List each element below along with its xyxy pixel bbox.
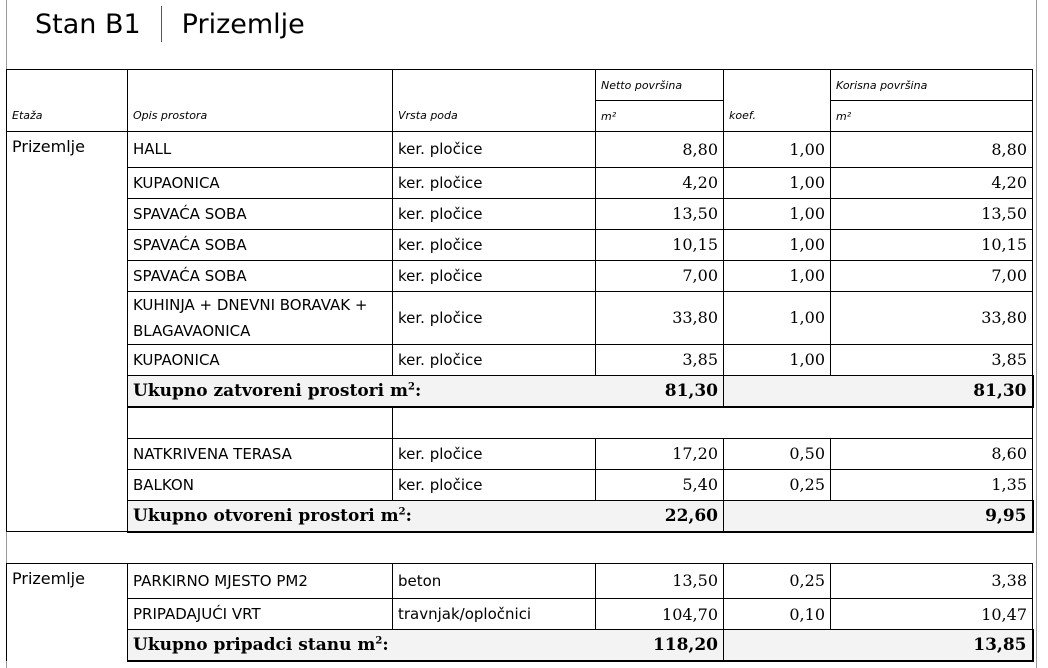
header-koef: koef. (724, 101, 831, 132)
table-cell: 0,25 (724, 563, 831, 599)
table-cell: 0,50 (724, 438, 831, 469)
table-cell: 33,80 (831, 291, 1033, 344)
table-cell: ker. pločice (393, 132, 596, 168)
table-cell: SPAVAĆA SOBA (128, 260, 393, 291)
table-cell: 8,60 (831, 438, 1033, 469)
table-cell: PARKIRNO MJESTO PM2 (128, 563, 393, 599)
header-row-bottom (7, 101, 1033, 132)
table-cell: SPAVAĆA SOBA (128, 198, 393, 229)
table-cell: 5,40 (596, 469, 724, 500)
table-cell (7, 599, 128, 630)
header-etaza: Etaža (7, 101, 128, 132)
open-total-row (7, 500, 1033, 532)
table-cell: HALL (128, 132, 393, 168)
open-total-korisna: 9,95 (831, 500, 1033, 532)
table-row (7, 229, 1033, 260)
section-spacer (7, 532, 1033, 564)
table-cell: 8,80 (596, 132, 724, 168)
floor-cell: Prizemlje (7, 563, 128, 599)
table-cell (7, 500, 128, 532)
table-cell: SPAVAĆA SOBA (128, 229, 393, 260)
table-row (7, 198, 1033, 229)
appurtenance-total-netto: 118,20 (596, 630, 724, 662)
page-frame-right (1036, 0, 1037, 668)
table-cell: 7,00 (596, 260, 724, 291)
table-row (7, 438, 1033, 469)
table-cell (7, 532, 1033, 564)
table-cell (7, 630, 128, 662)
header-vrsta: Vrsta poda (393, 101, 596, 132)
table-row (7, 260, 1033, 291)
table-cell (831, 407, 1033, 439)
heading-divider (161, 6, 162, 42)
page-heading (35, 6, 305, 42)
closed-total-netto: 81,30 (596, 375, 724, 407)
apartment-title: Stan B1 (35, 8, 141, 40)
header-opis: Opis prostora (128, 101, 393, 132)
table-row (7, 344, 1033, 375)
header-netto: Netto površina (596, 70, 724, 101)
table-cell (724, 70, 831, 101)
table-cell: 4,20 (831, 167, 1033, 198)
table-cell: 13,50 (831, 198, 1033, 229)
table-cell: 0,10 (724, 599, 831, 630)
table-cell: 4,20 (596, 167, 724, 198)
floor-cell: Prizemlje (7, 132, 128, 168)
table-cell (7, 407, 128, 439)
table-cell: 17,20 (596, 438, 724, 469)
table-cell (128, 70, 393, 101)
table-cell: 1,00 (724, 198, 831, 229)
open-total-netto: 22,60 (596, 500, 724, 532)
table-cell: 13,50 (596, 563, 724, 599)
table-cell (7, 70, 128, 101)
table-cell (7, 229, 128, 260)
table-cell (724, 630, 831, 662)
table-cell (724, 500, 831, 532)
table-cell: 1,35 (831, 469, 1033, 500)
table-cell: ker. pločice (393, 260, 596, 291)
table-cell: 7,00 (831, 260, 1033, 291)
table-row (7, 563, 1033, 599)
table-cell: ker. pločice (393, 167, 596, 198)
table-row (7, 469, 1033, 500)
table-cell: 1,00 (724, 167, 831, 198)
header-korisna: Korisna površina (831, 70, 1033, 101)
table-cell (393, 70, 596, 101)
table-cell: KUPAONICA (128, 344, 393, 375)
table-cell: 13,50 (596, 198, 724, 229)
header-netto-unit: m² (596, 101, 724, 132)
floor-title: Prizemlje (181, 8, 305, 40)
table-cell (7, 344, 128, 375)
table-cell (7, 198, 128, 229)
table-cell (7, 438, 128, 469)
table-cell: KUPAONICA (128, 167, 393, 198)
table-cell: beton (393, 563, 596, 599)
blank-row (7, 407, 1033, 439)
table-cell: 0,25 (724, 469, 831, 500)
table-cell: 3,85 (596, 344, 724, 375)
table-cell (724, 375, 831, 407)
closed-total-label: Ukupno zatvoreni prostori $m^2$: (128, 375, 596, 407)
table-row (7, 167, 1033, 198)
table-cell: ker. pločice (393, 291, 596, 344)
table-cell: KUHINJA + DNEVNI BORAVAK + BLAGAVAONICA (128, 291, 393, 344)
table-cell (393, 407, 596, 439)
table-cell: 1,00 (724, 344, 831, 375)
table-cell (724, 407, 831, 439)
table-cell: ker. pločice (393, 438, 596, 469)
table-cell: PRIPADAJUĆI VRT (128, 599, 393, 630)
table-cell: ker. pločice (393, 344, 596, 375)
open-total-label: Ukupno otvoreni prostori $m^2$: (128, 500, 596, 532)
table-cell: 33,80 (596, 291, 724, 344)
appurtenance-total-korisna: 13,85 (831, 630, 1033, 662)
area-table (6, 69, 1034, 662)
table-cell: ker. pločice (393, 229, 596, 260)
table-row (7, 291, 1033, 344)
table-cell: 1,00 (724, 260, 831, 291)
appurtenance-total-label: Ukupno pripadci stanu $m^2$: (128, 630, 596, 662)
table-cell (7, 291, 128, 344)
table-cell (7, 469, 128, 500)
table-cell: 10,15 (831, 229, 1033, 260)
appurtenance-total-row (7, 630, 1033, 662)
table-cell: 8,80 (831, 132, 1033, 168)
table-row (7, 599, 1033, 630)
table-cell: BALKON (128, 469, 393, 500)
table-cell: 3,85 (831, 344, 1033, 375)
table-cell: travnjak/opločnici (393, 599, 596, 630)
table-cell (7, 167, 128, 198)
closed-total-korisna: 81,30 (831, 375, 1033, 407)
table-cell: ker. pločice (393, 198, 596, 229)
table-cell: 1,00 (724, 229, 831, 260)
table-cell: 3,38 (831, 563, 1033, 599)
header-korisna-unit: m² (831, 101, 1033, 132)
table-cell (596, 407, 724, 439)
table-cell: NATKRIVENA TERASA (128, 438, 393, 469)
closed-total-row (7, 375, 1033, 407)
table-cell: 10,15 (596, 229, 724, 260)
table-cell: ker. pločice (393, 469, 596, 500)
table-cell: 1,00 (724, 291, 831, 344)
table-cell (7, 260, 128, 291)
table-cell (128, 407, 393, 439)
table-cell: 10,47 (831, 599, 1033, 630)
header-row-top (7, 70, 1033, 101)
table-row (7, 132, 1033, 168)
table-cell: 104,70 (596, 599, 724, 630)
table-cell (7, 375, 128, 407)
table-cell: 1,00 (724, 132, 831, 168)
